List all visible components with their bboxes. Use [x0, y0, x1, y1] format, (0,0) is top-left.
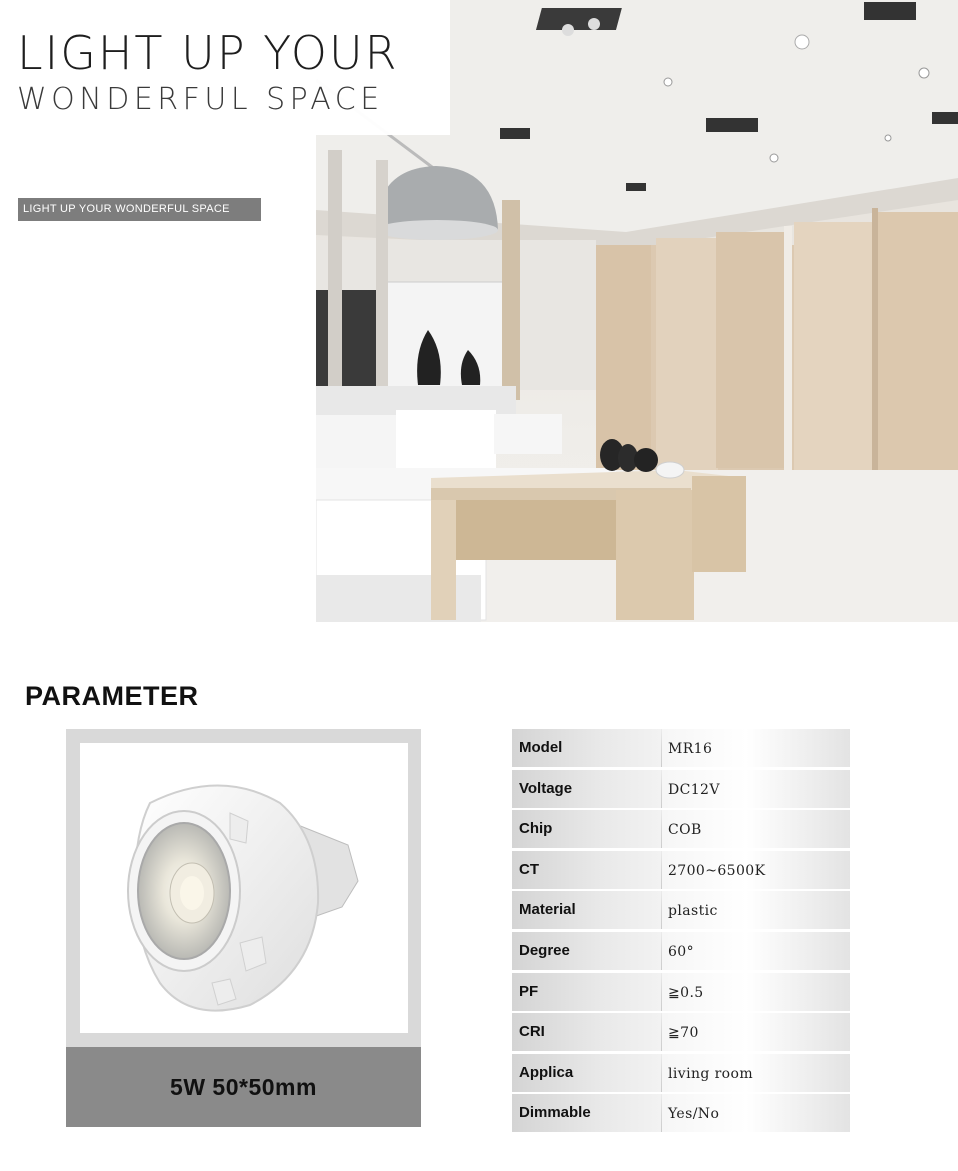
product-card	[66, 729, 421, 1127]
spec-key: CT	[512, 851, 661, 889]
spec-value: COB	[662, 810, 850, 848]
spec-value: Yes/No	[662, 1094, 850, 1132]
spec-key: Chip	[512, 810, 661, 848]
spec-row	[512, 851, 850, 889]
spec-row	[512, 973, 850, 1011]
spec-key: Model	[512, 729, 661, 767]
spec-key: Material	[512, 891, 661, 929]
spec-key: Degree	[512, 932, 661, 970]
spec-row	[512, 729, 850, 767]
headline-line1: LIGHT UP YOUR	[17, 26, 399, 80]
spec-value: plastic	[662, 891, 850, 929]
spec-table	[512, 729, 850, 1135]
tagline-badge: LIGHT UP YOUR WONDERFUL SPACE	[18, 198, 261, 221]
spec-row	[512, 810, 850, 848]
spec-key: PF	[512, 973, 661, 1011]
spec-row	[512, 932, 850, 970]
spec-row	[512, 1013, 850, 1051]
spec-key: Applica	[512, 1054, 661, 1092]
spec-row	[512, 891, 850, 929]
product-caption: 5W 50*50mm	[66, 1047, 421, 1127]
spec-key: Dimmable	[512, 1094, 661, 1132]
spec-value: DC12V	[662, 770, 850, 808]
bulb-illustration	[80, 743, 408, 1033]
spec-value: MR16	[662, 729, 850, 767]
parameter-title: PARAMETER	[25, 681, 199, 711]
headline-line2: WONDERFUL SPACE	[17, 82, 384, 117]
spec-row	[512, 770, 850, 808]
spec-row	[512, 1094, 850, 1132]
spec-key: CRI	[512, 1013, 661, 1051]
spec-value: ≧0.5	[662, 973, 850, 1011]
spec-value: ≧70	[662, 1013, 850, 1051]
mr16-bulb-image	[80, 743, 408, 1033]
spec-key: Voltage	[512, 770, 661, 808]
spec-value: 60°	[662, 932, 850, 970]
spec-row	[512, 1054, 850, 1092]
spec-value: 2700~6500K	[662, 851, 850, 889]
spec-value: living room	[662, 1054, 850, 1092]
